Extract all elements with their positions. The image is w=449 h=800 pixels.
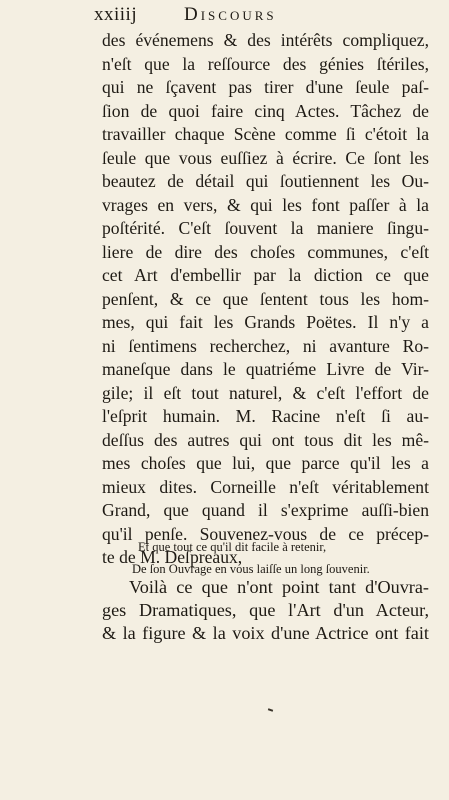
text-line: ſeule que vous euſſiez à écrire. Ce ſont les: [102, 147, 429, 168]
verse-quotation: [0, 536, 449, 580]
text-line: qu'il penſe. Souvenez-vous de ce précep-: [102, 523, 429, 544]
ink-mark: [268, 708, 273, 711]
text-line: qui ne ſçavent pas tirer d'une ſeule paſ-: [102, 77, 429, 97]
text-line: cet Art d'embellir par la diction ce que: [102, 265, 429, 285]
text-line: & la figure & la voix d'une Actrice ont fait: [102, 623, 429, 643]
paragraph-1: [102, 29, 429, 570]
text-line: mes choſes que lui, que parce qu'il les a: [102, 453, 429, 473]
running-head: [94, 4, 429, 28]
text-line: travailler chaque Scène comme ſi c'étoit la: [102, 124, 429, 144]
verse-line: Et que tout ce qu'il dit facile à retenir,: [138, 540, 327, 554]
text-line: gile; il eſt tout naturel, & c'eſt l'effort de: [102, 382, 429, 403]
text-line: maneſque dans le quatriéme Livre de Vir-: [102, 359, 429, 379]
text-line: ges Dramatiques, que l'Art d'un Acteur,: [102, 600, 429, 620]
text-line: ſion de quoi faire cinq Actes. Tâchez de: [102, 100, 429, 121]
text-line: Voilà ce que n'ont point tant d'Ouvra-: [129, 577, 429, 597]
text-line: n'eſt que la reſſource des génies ſtériles,: [102, 53, 429, 74]
text-line: mieux dites. Corneille n'eſt véritablement: [102, 476, 429, 497]
text-line: liere de dire des choſes communes, c'eſt: [102, 241, 429, 262]
text-line: des événemens & des intérêts compliquez,: [102, 30, 429, 50]
text-line: deſſus des autres qui ont tous dit les mê-: [102, 429, 429, 450]
text-line: vrages en vers, & qui les font paſſer à la: [102, 194, 429, 215]
text-line: Grand, que quand il s'exprime auſſi-bien: [102, 500, 429, 520]
running-title: Discours: [184, 4, 277, 25]
page-number: xxiiij: [94, 4, 138, 25]
text-line: poſtérité. C'eſt ſouvent la maniere ſingu-: [102, 218, 429, 238]
verse-line: De ſon Ouvrage en vous laiſſe un long ſouvenir.: [132, 562, 370, 576]
text-line: te de M. Deſpreaux,: [102, 547, 243, 567]
text-line: beautez de détail qui ſoutiennent les Ou-: [102, 171, 429, 191]
text-line: ni ſentimens recherchez, ni avanture Ro-: [102, 335, 429, 356]
text-line: mes, qui fait les Grands Poëtes. Il n'y a: [102, 312, 429, 332]
text-line: l'eſprit humain. M. Racine n'eſt ſi au-: [102, 406, 429, 426]
paragraph-2: [102, 576, 429, 645]
text-line: penſent, & ce que ſentent tous les hom-: [102, 288, 429, 309]
